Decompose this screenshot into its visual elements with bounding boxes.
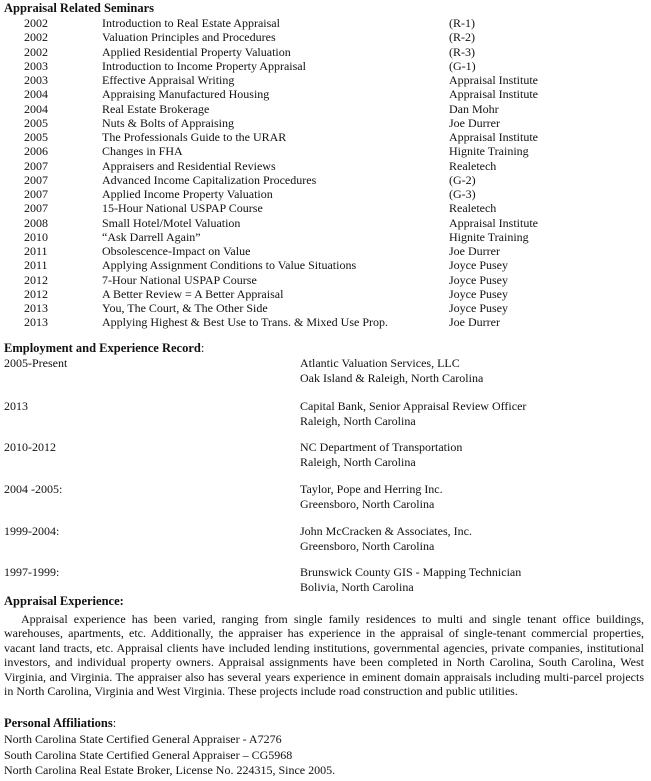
seminar-source: Joe Durrer bbox=[449, 115, 500, 130]
employment-date: 2010-2012 bbox=[4, 440, 56, 454]
seminar-year: 2002 bbox=[24, 44, 48, 59]
seminar-title: Real Estate Brokerage bbox=[102, 101, 210, 116]
seminar-source: (G-2) bbox=[449, 172, 476, 187]
employment-heading bbox=[4, 341, 204, 356]
seminar-source: Appraisal Institute bbox=[449, 87, 538, 102]
seminar-source: Appraisal Institute bbox=[449, 215, 538, 230]
experience-heading: Appraisal Experience: bbox=[4, 594, 124, 608]
seminar-year: 2004 bbox=[24, 101, 48, 116]
seminar-year: 2011 bbox=[24, 258, 48, 273]
seminar-source: Hignite Training bbox=[449, 229, 529, 244]
seminars-heading: Appraisal Related Seminars bbox=[4, 1, 154, 15]
seminar-title: Advanced Income Capitalization Procedures bbox=[102, 172, 317, 187]
seminar-source: Joe Durrer bbox=[449, 315, 500, 330]
employment-heading-text: Employment and Experience Record bbox=[4, 341, 201, 355]
seminar-title: 7-Hour National USPAP Course bbox=[102, 272, 257, 287]
employment-location: Oak Island & Raleigh, North Carolina bbox=[300, 371, 484, 385]
seminar-year: 2010 bbox=[24, 229, 48, 244]
employment-location: Bolivia, North Carolina bbox=[300, 580, 414, 594]
seminar-year: 2007 bbox=[24, 187, 48, 201]
employment-organization: Brunswick County GIS - Mapping Technician bbox=[300, 565, 522, 579]
employment-organization: Atlantic Valuation Services, LLC bbox=[300, 356, 460, 370]
seminar-source: (G-3) bbox=[449, 187, 476, 201]
seminar-title: Valuation Principles and Procedures bbox=[102, 30, 276, 45]
seminar-year: 2007 bbox=[24, 201, 48, 216]
seminar-year: 2002 bbox=[24, 16, 48, 30]
seminar-year: 2002 bbox=[24, 30, 48, 45]
employment-location: Greensboro, North Carolina bbox=[300, 539, 435, 553]
seminar-title: Applied Residential Property Valuation bbox=[102, 44, 291, 59]
employment-organization: Taylor, Pope and Herring Inc. bbox=[300, 482, 443, 496]
affiliations-heading-colon: : bbox=[112, 716, 117, 730]
seminar-year: 2012 bbox=[24, 286, 48, 301]
seminar-year: 2004 bbox=[24, 87, 48, 102]
seminar-year: 2008 bbox=[24, 215, 48, 230]
employment-organization: John McCracken & Associates, Inc. bbox=[300, 524, 472, 538]
affiliation-item: North Carolina Real Estate Broker, License No. 224315, Since 2005. bbox=[4, 763, 336, 777]
seminar-source: Joyce Pusey bbox=[449, 301, 508, 315]
seminar-year: 2007 bbox=[24, 158, 48, 173]
seminar-source: (R-3) bbox=[449, 44, 475, 59]
seminar-title: 15-Hour National USPAP Course bbox=[102, 201, 263, 216]
seminar-title: Changes in FHA bbox=[102, 144, 183, 159]
seminar-year: 2005 bbox=[24, 130, 48, 144]
seminar-title: The Professionals Guide to the URAR bbox=[102, 130, 287, 144]
affiliations-heading-text: Personal Affiliations bbox=[4, 716, 113, 730]
employment-organization: NC Department of Transportation bbox=[300, 440, 463, 454]
employment-date: 2005-Present bbox=[4, 356, 68, 370]
employment-location: Raleigh, North Carolina bbox=[300, 455, 416, 469]
seminar-title: Appraisers and Residential Reviews bbox=[102, 158, 276, 173]
seminar-source: (R-2) bbox=[449, 30, 475, 45]
seminar-source: Appraisal Institute bbox=[449, 73, 538, 87]
seminar-title: Appraising Manufactured Housing bbox=[102, 87, 270, 102]
seminar-title: Applied Income Property Valuation bbox=[102, 187, 273, 201]
seminar-title: “Ask Darrell Again” bbox=[102, 229, 201, 244]
seminar-source: Realetech bbox=[449, 201, 497, 216]
seminar-year: 2007 bbox=[24, 172, 48, 187]
seminar-title: Nuts & Bolts of Appraising bbox=[102, 115, 235, 130]
employment-date: 1999-2004: bbox=[4, 524, 60, 538]
employment-location: Greensboro, North Carolina bbox=[300, 497, 435, 511]
seminar-year: 2012 bbox=[24, 272, 48, 287]
affiliation-item: South Carolina State Certified General Appraiser – CG5968 bbox=[4, 747, 293, 762]
seminar-source: Joyce Pusey bbox=[449, 272, 508, 287]
seminar-source: (R-1) bbox=[449, 16, 475, 30]
seminar-title: Introduction to Income Property Appraisal bbox=[102, 58, 306, 73]
affiliations-heading bbox=[4, 716, 116, 731]
experience-paragraph: Appraisal experience has been varied, ranging from single family residences to multi and single tenant office buildings, warehouses, apartments, etc. Additionally, the appraiser has experience in the appraisal of single-tenant commercial properties, vacant land tracts, etc. Appraisal clients have included lending institutions, governmental agencies, private companies, institutional investors, and individual property owners. Appraisal assignments have been completed in North Carolina, South Carolina, West Virginia, and Virginia. The appraiser also has several years experience in eminent domain appraisals including multi-parcel projects in North Carolina, Virginia and West Virginia. These projects include road construction and public utilities. bbox=[4, 612, 644, 699]
seminar-year: 2003 bbox=[24, 73, 48, 87]
employment-date: 2013 bbox=[4, 399, 28, 413]
employment-location: Raleigh, North Carolina bbox=[300, 414, 416, 428]
seminar-title: Introduction to Real Estate Appraisal bbox=[102, 16, 280, 30]
seminar-year: 2005 bbox=[24, 115, 48, 130]
seminar-title: A Better Review = A Better Appraisal bbox=[102, 286, 284, 301]
employment-date: 1997-1999: bbox=[4, 565, 60, 579]
seminar-source: (G-1) bbox=[449, 58, 476, 73]
employment-organization: Capital Bank, Senior Appraisal Review Officer bbox=[300, 399, 527, 413]
seminar-source: Joyce Pusey bbox=[449, 286, 508, 301]
seminar-source: Realetech bbox=[449, 158, 497, 173]
seminar-title: Applying Highest & Best Use to Trans. & Mixed Use Prop. bbox=[102, 315, 389, 330]
seminar-year: 2013 bbox=[24, 315, 48, 330]
seminar-source: Appraisal Institute bbox=[449, 130, 538, 144]
seminar-title: You, The Court, & The Other Side bbox=[102, 301, 268, 315]
seminar-title: Effective Appraisal Writing bbox=[102, 73, 235, 87]
seminar-source: Hignite Training bbox=[449, 144, 529, 159]
employment-heading-colon: : bbox=[200, 341, 205, 355]
seminar-year: 2003 bbox=[24, 58, 48, 73]
seminar-title: Small Hotel/Motel Valuation bbox=[102, 215, 241, 230]
affiliation-item: North Carolina State Certified General Appraiser - A7276 bbox=[4, 732, 282, 746]
seminar-source: Dan Mohr bbox=[449, 101, 499, 116]
seminar-year: 2006 bbox=[24, 144, 48, 159]
seminar-year: 2013 bbox=[24, 301, 48, 315]
seminar-year: 2011 bbox=[24, 244, 48, 258]
seminar-title: Applying Assignment Conditions to Value Situations bbox=[102, 258, 357, 273]
seminar-title: Obsolescence-Impact on Value bbox=[102, 244, 251, 258]
seminar-source: Joe Durrer bbox=[449, 244, 500, 258]
employment-date: 2004 -2005: bbox=[4, 482, 63, 496]
seminar-source: Joyce Pusey bbox=[449, 258, 508, 273]
